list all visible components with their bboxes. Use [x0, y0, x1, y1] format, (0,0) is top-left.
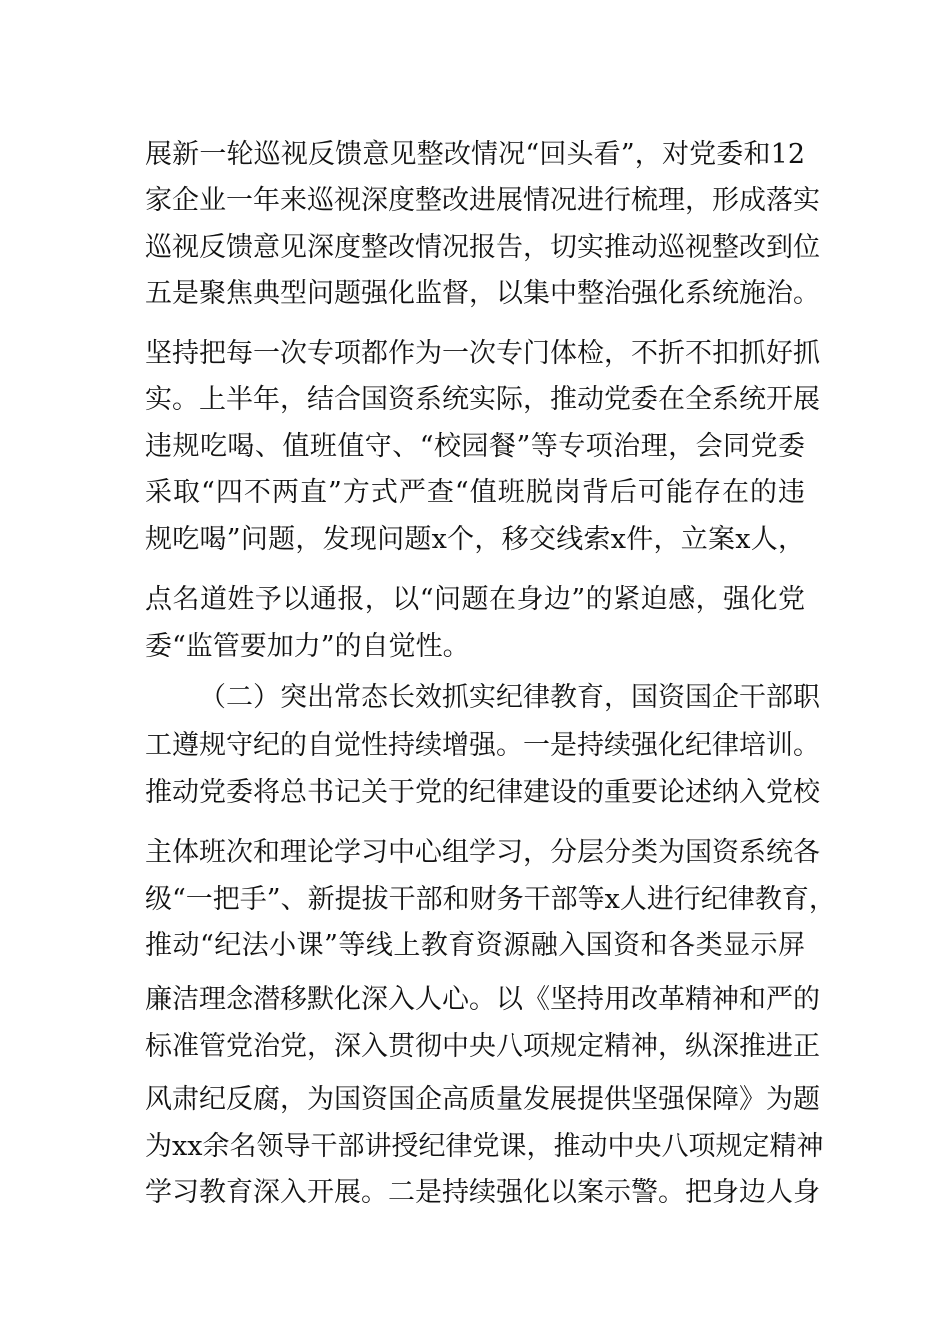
text-line: 工遵规守纪的自觉性持续增强。一是持续强化纪律培训。: [145, 730, 820, 761]
text-line: 实。上半年，结合国资系统实际，推动党委在全系统开展: [145, 384, 820, 415]
text-line: 展新一轮巡视反馈意见整改情况“回头看”，对党委和12: [145, 139, 805, 170]
text-line: 采取“四不两直”方式严查“值班脱岗背后可能存在的违: [145, 477, 805, 508]
text-line: 推动“纪法小课”等线上教育资源融入国资和各类显示屏: [145, 930, 805, 961]
text-line: 廉洁理念潜移默化深入人心。以《坚持用改革精神和严的: [145, 984, 820, 1015]
text-line: 标准管党治党，深入贯彻中央八项规定精神，纵深推进正: [145, 1031, 820, 1062]
text-line: 推动党委将总书记关于党的纪律建设的重要论述纳入党校: [145, 777, 820, 808]
text-line: 为xx余名领导干部讲授纪律党课，推动中央八项规定精神: [145, 1131, 824, 1162]
text-line: 巡视反馈意见深度整改情况报告，切实推动巡视整改到位: [145, 232, 820, 263]
text-line: 点名道姓予以通报，以“问题在身边”的紧迫感，强化党: [145, 584, 805, 615]
text-line: 五是聚焦典型问题强化监督，以集中整治强化系统施治。: [145, 278, 820, 309]
text-line: 风肃纪反腐，为国资国企高质量发展提供坚强保障》为题: [145, 1084, 820, 1115]
text-line: 坚持把每一次专项都作为一次专门体检，不折不扣抓好抓: [145, 338, 820, 369]
text-line: 委“监管要加力”的自觉性。: [145, 631, 470, 662]
text-line: 违规吃喝、值班值守、“校园餐”等专项治理，会同党委: [145, 431, 805, 462]
section-heading-line: （二）突出常态长效抓实纪律教育，国资国企干部职: [199, 682, 820, 713]
text-line: 规吃喝”问题，发现问题x个，移交线索x件，立案x人，: [145, 524, 805, 555]
text-line: 学习教育深入开展。二是持续强化以案示警。把身边人身: [145, 1177, 820, 1208]
text-line: 级“一把手”、新提拔干部和财务干部等x人进行纪律教育，: [145, 884, 836, 915]
text-line: 家企业一年来巡视深度整改进展情况进行梳理，形成落实: [145, 185, 820, 216]
text-line: 主体班次和理论学习中心组学习，分层分类为国资系统各: [145, 837, 820, 868]
